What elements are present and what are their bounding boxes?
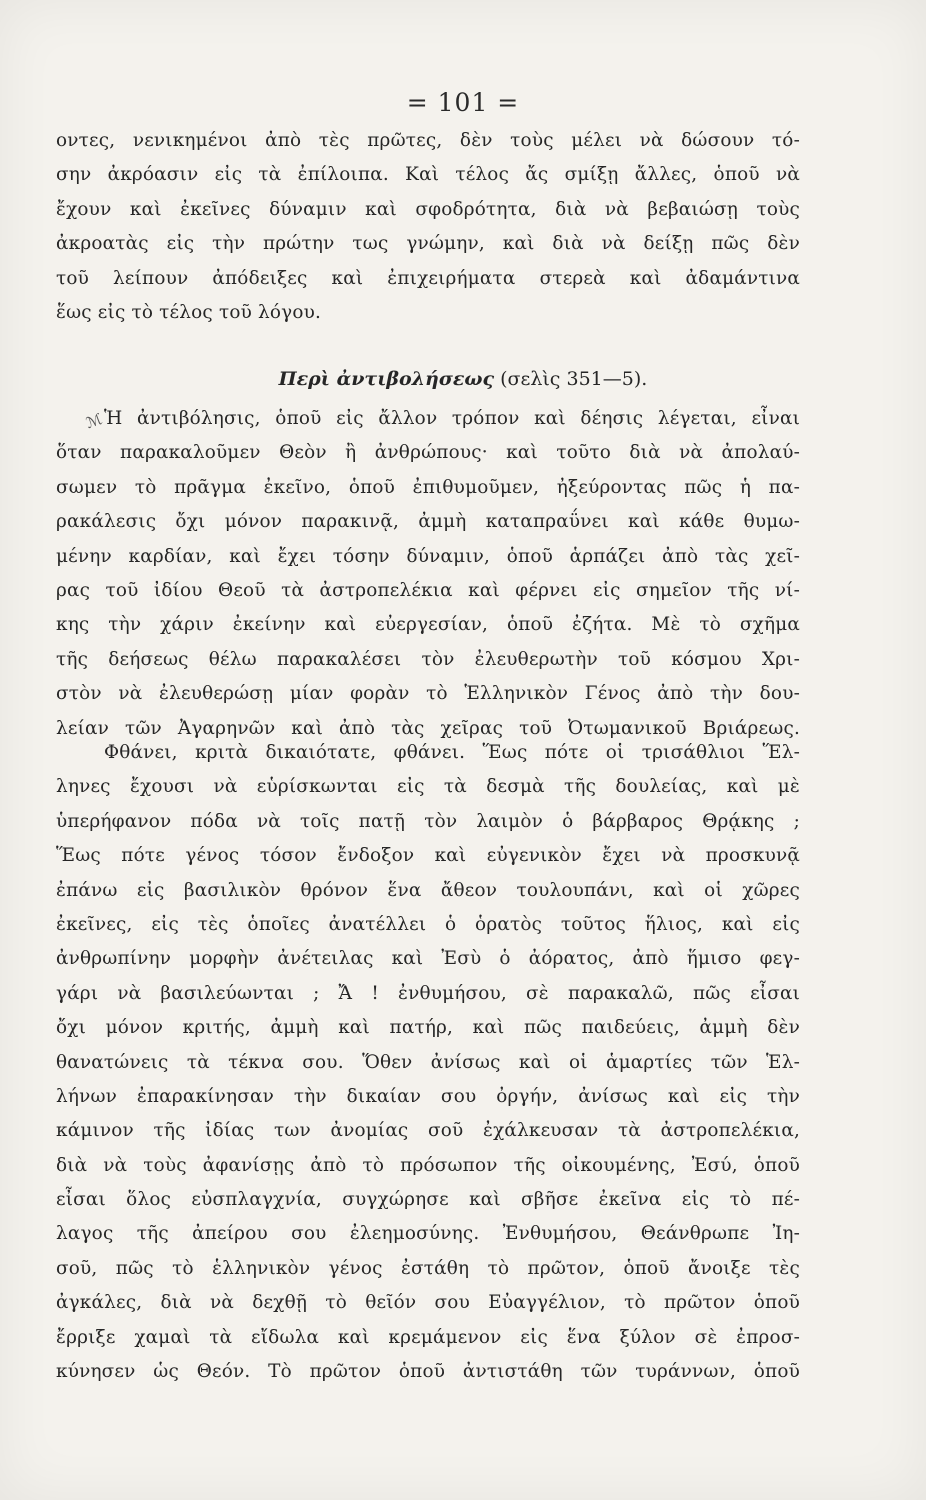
text-line: τῆς δεήσεως θέλω παρακαλέσει τὸν ἐλευθερωτὴν τοῦ κόσμου Χρι- bbox=[56, 648, 800, 670]
text-line: ἐπάνω εἰς βασιλικὸν θρόνον ἕνα ἄθεον τουλουπάνι, καὶ οἱ χῶρες bbox=[56, 879, 800, 901]
section-heading bbox=[0, 368, 926, 390]
text-line: ὄχι μόνον κριτής, ἀμμὴ καὶ πατήρ, καὶ πῶς παιδεύεις, ἀμμὴ δὲν bbox=[56, 1017, 800, 1039]
text-line: ἕως εἰς τὸ τέλος τοῦ λόγου. bbox=[56, 301, 322, 323]
text-line: ὅταν παρακαλοῦμεν Θεὸν ἢ ἀνθρώπους· καὶ τοῦτο διὰ νὰ ἀπολαύ- bbox=[56, 442, 800, 464]
text-line: γάρι νὰ βασιλεύωνται ; Ἄ ! ἐνθυμήσου, σὲ παρακαλῶ, πῶς εἶσαι bbox=[56, 982, 800, 1004]
text-line: διὰ νὰ τοὺς ἀφανίσῃς ἀπὸ τὸ πρόσωπον τῆς οἰκουμένης, Ἐσύ, ὁποῦ bbox=[56, 1154, 800, 1176]
section-title: Περὶ ἀντιβολήσεως bbox=[278, 368, 495, 390]
paragraph-1 bbox=[56, 124, 800, 330]
text-line: εἶσαι ὅλος εὐσπλαγχνία, συγχώρησε καὶ σβῆσε ἐκεῖνα εἰς τὸ πέ- bbox=[56, 1189, 800, 1211]
text-line: Φθάνει, κριτὰ δικαιότατε, φθάνει. Ἕως πότε οἱ τρισάθλιοι Ἕλ- bbox=[104, 742, 800, 763]
text-line: σην ἀκρόασιν εἰς τὰ ἐπίλοιπα. Καὶ τέλος ἄς σμίξῃ ἄλλες, ὁποῦ νὰ bbox=[56, 164, 800, 186]
text-line: τοῦ λείπουν ἀπόδειξες καὶ ἐπιχειρήματα στερεὰ καὶ ἀδαμάντινα bbox=[56, 267, 800, 289]
text-line: λείαν τῶν Ἀγαρηνῶν καὶ ἀπὸ τὰς χεῖρας τοῦ Ὀτωμανικοῦ Βριάρεως. bbox=[56, 717, 800, 739]
text-line: ἔρριξε χαμαὶ τὰ εἴδωλα καὶ κρεμάμενον εἰς ἕνα ξύλον σὲ ἐπροσ- bbox=[56, 1326, 800, 1348]
text-line: σωμεν τὸ πρᾶγμα ἐκεῖνο, ὁποῦ ἐπιθυμοῦμεν, ἠξεύροντας πῶς ἡ πα- bbox=[56, 476, 800, 498]
text-line: θανατώνεις τὰ τέκνα σου. Ὅθεν ἀνίσως καὶ οἱ ἁμαρτίες τῶν Ἑλ- bbox=[56, 1051, 800, 1073]
text-line: ληνες ἔχουσι νὰ εὑρίσκωνται εἰς τὰ δεσμὰ τῆς δουλείας, καὶ μὲ bbox=[56, 776, 800, 798]
text-line: ἔχουν καὶ ἐκεῖνες δύναμιν καὶ σφοδρότητα, διὰ νὰ βεβαιώσῃ τοὺς bbox=[56, 198, 800, 220]
text-line: λαγος τῆς ἀπείρου σου ἐλεημοσύνης. Ἐνθυμήσου, Θεάνθρωπε Ἰη- bbox=[56, 1223, 800, 1245]
text-line: Ἡ ἀντιβόλησις, ὁποῦ εἰς ἄλλον τρόπον καὶ δέησις λέγεται, εἶναι bbox=[104, 408, 800, 429]
text-line: στὸν νὰ ἐλευθερώσῃ μίαν φορὰν τὸ Ἑλληνικὸν Γένος ἀπὸ τὴν δου- bbox=[56, 683, 800, 705]
text-line: ἀνθρωπίνην μορφὴν ἀνέτειλας καὶ Ἐσὺ ὁ ἀόρατος, ἀπὸ ἥμισο φεγ- bbox=[56, 948, 800, 970]
text-line: κης τὴν χάριν ἐκείνην καὶ εὐεργεσίαν, ὁποῦ ἐζήτα. Μὲ τὸ σχῆμα bbox=[56, 614, 800, 636]
text-line: σοῦ, πῶς τὸ ἑλληνικὸν γένος ἐστάθη τὸ πρῶτον, ὁποῦ ἄνοιξε τὲς bbox=[56, 1257, 800, 1279]
text-line: μένην καρδίαν, καὶ ἔχει τόσην δύναμιν, ὁποῦ ἁρπάζει ἀπὸ τὰς χεῖ- bbox=[56, 545, 800, 567]
page-number: = 101 = bbox=[406, 88, 520, 117]
text-line: κύνησεν ὡς Θεόν. Τὸ πρῶτον ὁποῦ ἀντιστάθη τῶν τυράννων, ὁποῦ bbox=[56, 1361, 800, 1383]
text-line: ἀγκάλες, διὰ νὰ δεχθῇ τὸ θεῖόν σου Εὐαγγέλιον, τὸ πρῶτον ὁποῦ bbox=[56, 1292, 800, 1314]
text-line: ὑπερήφανον πόδα νὰ τοῖς πατῇ τὸν λαιμὸν ὁ βάρβαρος Θρᾴκης ; bbox=[56, 810, 800, 832]
text-line: Ἕως πότε γένος τόσον ἔνδοξον καὶ εὐγενικὸν ἔχει νὰ προσκυνᾷ bbox=[56, 845, 800, 867]
paragraph-3 bbox=[56, 736, 800, 1389]
text-line: λήνων ἐπαρακίνησαν τὴν δικαίαν σου ὀργήν, ἀνίσως καὶ εἰς τὴν bbox=[56, 1085, 800, 1107]
text-line: ἀκροατὰς εἰς τὴν πρώτην τως γνώμην, καὶ διὰ νὰ δείξῃ πῶς δὲν bbox=[56, 233, 800, 255]
text-line: ρας τοῦ ἰδίου Θεοῦ τὰ ἀστροπελέκια καὶ φέρνει εἰς σημεῖον τῆς νί- bbox=[56, 579, 800, 601]
text-line: κάμινον τῆς ἰδίας των ἀνομίας σοῦ ἐχάλκευσαν τὰ ἀστροπελέκια, bbox=[56, 1120, 800, 1142]
section-reference: (σελὶς 351—5). bbox=[500, 368, 648, 390]
text-line: ἐκεῖνες, εἰς τὲς ὁποῖες ἀνατέλλει ὁ ὁρατὸς τοῦτος ἥλιος, καὶ εἰς bbox=[56, 913, 800, 935]
text-line: οντες, νενικημένοι ἀπὸ τὲς πρῶτες, δὲν τοὺς μέλει νὰ δώσουν τό- bbox=[56, 130, 800, 151]
margin-note: ℳ bbox=[83, 409, 105, 433]
paragraph-2 bbox=[56, 402, 800, 746]
text-line: ρακάλεσις ὄχι μόνον παρακινᾷ, ἀμμὴ καταπραΰνει καὶ κάθε θυμω- bbox=[56, 511, 800, 533]
